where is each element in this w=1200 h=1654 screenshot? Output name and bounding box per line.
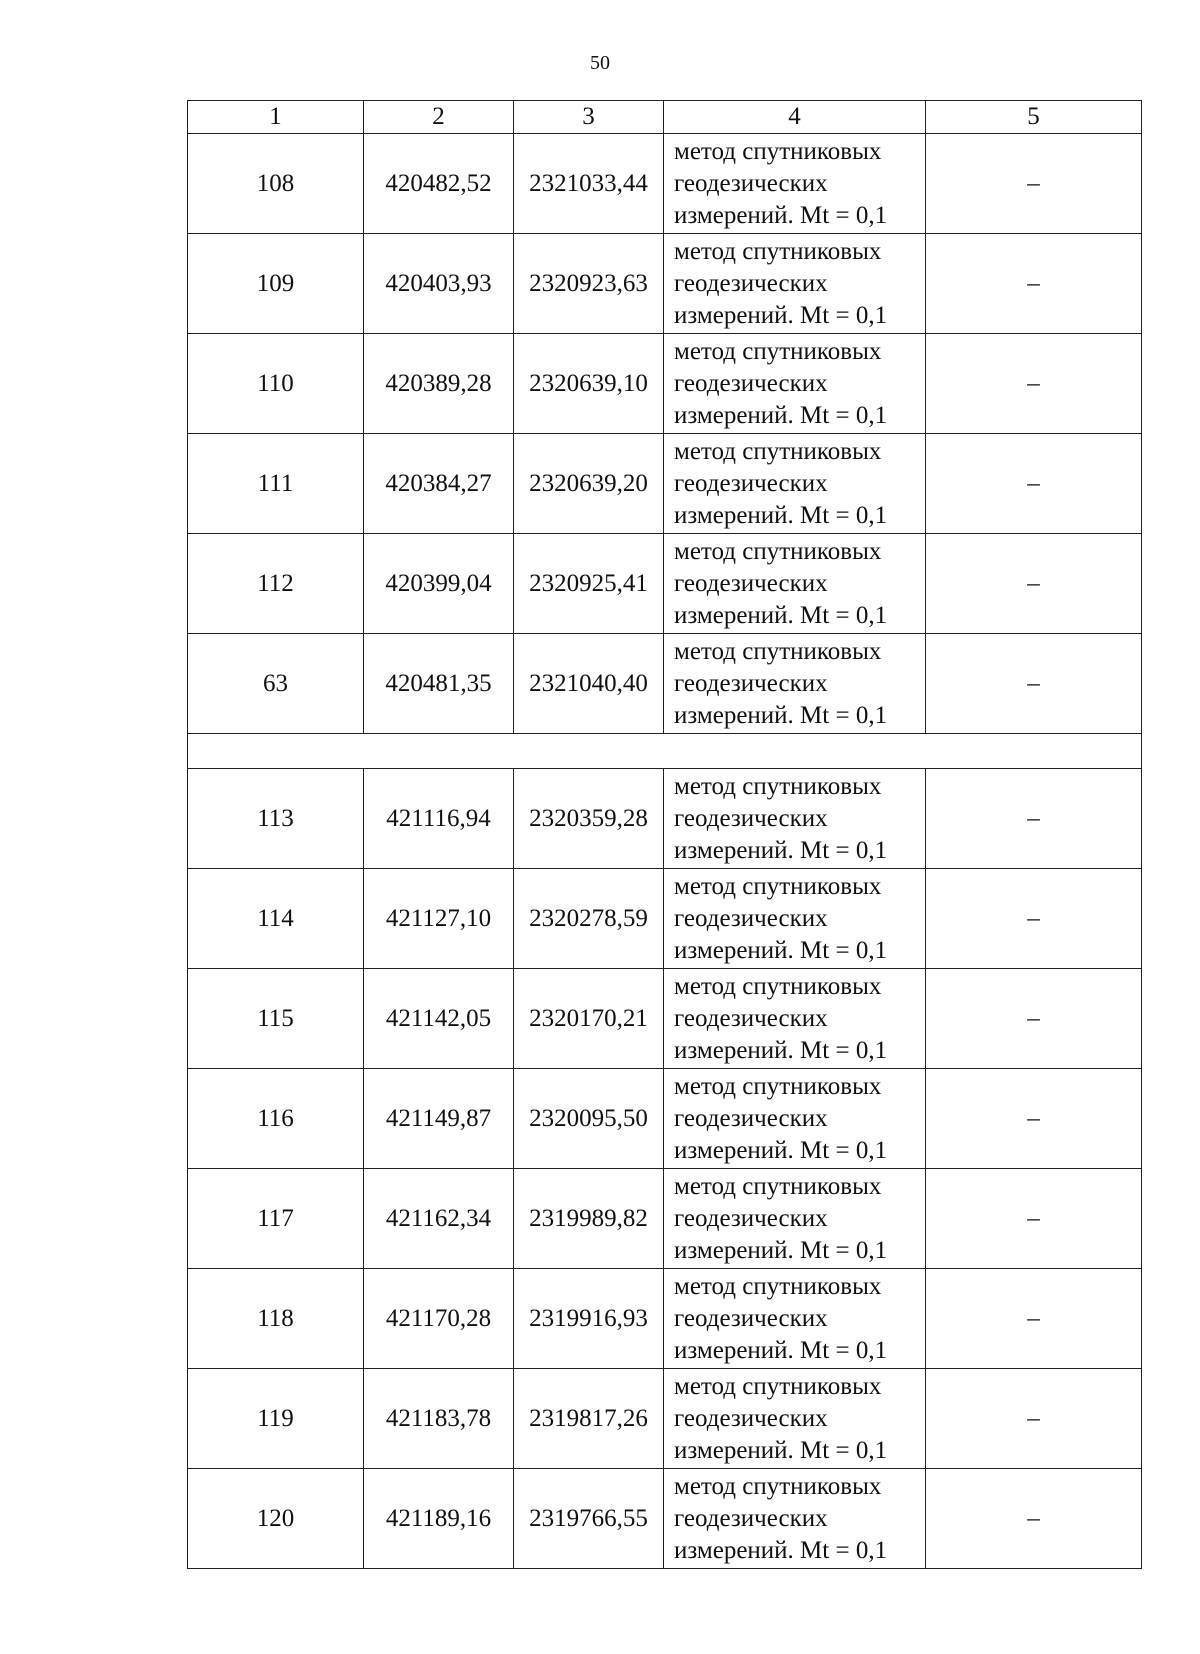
method-line: измерений. Mt = 0,1 [674, 701, 888, 729]
x-coordinate-cell: 420389,28 [364, 334, 514, 434]
method-line: метод спутниковых [674, 1072, 882, 1100]
note-cell: – [926, 234, 1142, 334]
note-cell: – [926, 1469, 1142, 1569]
y-coordinate-cell: 2320639,10 [514, 334, 664, 434]
x-coordinate-cell: 421127,10 [364, 869, 514, 969]
method-line: метод спутниковых [674, 1172, 882, 1200]
point-number-cell: 119 [188, 1369, 364, 1469]
method-line: метод спутниковых [674, 237, 882, 265]
table-row [188, 234, 1142, 334]
point-number-cell: 115 [188, 969, 364, 1069]
method-cell [664, 434, 926, 534]
method-line: геодезических [674, 1404, 828, 1432]
note-cell: – [926, 434, 1142, 534]
x-coordinate-cell: 420384,27 [364, 434, 514, 534]
y-coordinate-cell: 2320639,20 [514, 434, 664, 534]
point-number-cell: 63 [188, 634, 364, 734]
method-line: измерений. Mt = 0,1 [674, 301, 888, 329]
method-cell [664, 1469, 926, 1569]
method-line: измерений. Mt = 0,1 [674, 836, 888, 864]
method-line: измерений. Mt = 0,1 [674, 1036, 888, 1064]
table-row [188, 769, 1142, 869]
note-cell: – [926, 1369, 1142, 1469]
method-line: метод спутниковых [674, 337, 882, 365]
y-coordinate-cell: 2320095,50 [514, 1069, 664, 1169]
method-line: метод спутниковых [674, 437, 882, 465]
note-cell: – [926, 969, 1142, 1069]
point-number-cell: 111 [188, 434, 364, 534]
separator-cell [188, 734, 1142, 769]
point-number-cell: 113 [188, 769, 364, 869]
method-line: измерений. Mt = 0,1 [674, 1136, 888, 1164]
x-coordinate-cell: 421162,34 [364, 1169, 514, 1269]
table-row [188, 1069, 1142, 1169]
method-line: геодезических [674, 469, 828, 497]
table-row [188, 1269, 1142, 1369]
y-coordinate-cell: 2321040,40 [514, 634, 664, 734]
x-coordinate-cell: 421142,05 [364, 969, 514, 1069]
y-coordinate-cell: 2319989,82 [514, 1169, 664, 1269]
coordinates-table [187, 100, 1142, 1569]
column-header-5: 5 [926, 101, 1142, 134]
method-cell [664, 334, 926, 434]
table-row [188, 134, 1142, 234]
method-line: измерений. Mt = 0,1 [674, 1536, 888, 1564]
table-row [188, 534, 1142, 634]
method-cell [664, 134, 926, 234]
method-line: измерений. Mt = 0,1 [674, 201, 888, 229]
note-cell: – [926, 769, 1142, 869]
x-coordinate-cell: 420403,93 [364, 234, 514, 334]
point-number-cell: 112 [188, 534, 364, 634]
method-line: измерений. Mt = 0,1 [674, 1436, 888, 1464]
table-row [188, 869, 1142, 969]
note-cell: – [926, 534, 1142, 634]
method-line: метод спутниковых [674, 972, 882, 1000]
method-line: измерений. Mt = 0,1 [674, 501, 888, 529]
method-line: геодезических [674, 804, 828, 832]
method-line: метод спутниковых [674, 137, 882, 165]
method-line: геодезических [674, 569, 828, 597]
y-coordinate-cell: 2319766,55 [514, 1469, 664, 1569]
column-header-2: 2 [364, 101, 514, 134]
method-cell [664, 634, 926, 734]
method-line: геодезических [674, 169, 828, 197]
point-number-cell: 120 [188, 1469, 364, 1569]
x-coordinate-cell: 421189,16 [364, 1469, 514, 1569]
table-row [188, 1369, 1142, 1469]
method-line: геодезических [674, 1504, 828, 1532]
y-coordinate-cell: 2321033,44 [514, 134, 664, 234]
x-coordinate-cell: 420399,04 [364, 534, 514, 634]
page-number: 50 [590, 52, 610, 74]
column-header-4: 4 [664, 101, 926, 134]
method-line: метод спутниковых [674, 872, 882, 900]
point-number-cell: 109 [188, 234, 364, 334]
method-line: геодезических [674, 1304, 828, 1332]
method-line: метод спутниковых [674, 1272, 882, 1300]
method-line: измерений. Mt = 0,1 [674, 601, 888, 629]
method-line: геодезических [674, 1204, 828, 1232]
table-row [188, 634, 1142, 734]
method-cell [664, 869, 926, 969]
method-line: геодезических [674, 369, 828, 397]
note-cell: – [926, 634, 1142, 734]
method-line: геодезических [674, 1004, 828, 1032]
x-coordinate-cell: 420481,35 [364, 634, 514, 734]
table-header-row [188, 101, 1142, 134]
method-line: метод спутниковых [674, 772, 882, 800]
method-line: геодезических [674, 1104, 828, 1132]
note-cell: – [926, 1269, 1142, 1369]
x-coordinate-cell: 421170,28 [364, 1269, 514, 1369]
y-coordinate-cell: 2320923,63 [514, 234, 664, 334]
note-cell: – [926, 1169, 1142, 1269]
method-line: измерений. Mt = 0,1 [674, 401, 888, 429]
point-number-cell: 118 [188, 1269, 364, 1369]
note-cell: – [926, 869, 1142, 969]
method-cell [664, 769, 926, 869]
table-row [188, 434, 1142, 534]
y-coordinate-cell: 2320170,21 [514, 969, 664, 1069]
x-coordinate-cell: 420482,52 [364, 134, 514, 234]
y-coordinate-cell: 2320359,28 [514, 769, 664, 869]
method-line: метод спутниковых [674, 637, 882, 665]
y-coordinate-cell: 2319916,93 [514, 1269, 664, 1369]
x-coordinate-cell: 421183,78 [364, 1369, 514, 1469]
x-coordinate-cell: 421116,94 [364, 769, 514, 869]
note-cell: – [926, 334, 1142, 434]
method-line: измерений. Mt = 0,1 [674, 1236, 888, 1264]
table-row [188, 1469, 1142, 1569]
method-line: метод спутниковых [674, 537, 882, 565]
method-cell [664, 1269, 926, 1369]
method-line: геодезических [674, 269, 828, 297]
column-header-1: 1 [188, 101, 364, 134]
method-line: измерений. Mt = 0,1 [674, 1336, 888, 1364]
x-coordinate-cell: 421149,87 [364, 1069, 514, 1169]
y-coordinate-cell: 2320278,59 [514, 869, 664, 969]
method-line: метод спутниковых [674, 1472, 882, 1500]
separator-row [188, 734, 1142, 769]
note-cell: – [926, 1069, 1142, 1169]
method-cell [664, 1369, 926, 1469]
y-coordinate-cell: 2320925,41 [514, 534, 664, 634]
method-cell [664, 1169, 926, 1269]
method-line: геодезических [674, 669, 828, 697]
y-coordinate-cell: 2319817,26 [514, 1369, 664, 1469]
point-number-cell: 108 [188, 134, 364, 234]
table-row [188, 334, 1142, 434]
method-line: геодезических [674, 904, 828, 932]
method-line: измерений. Mt = 0,1 [674, 936, 888, 964]
method-cell [664, 534, 926, 634]
table-row [188, 969, 1142, 1069]
method-cell [664, 234, 926, 334]
method-cell [664, 1069, 926, 1169]
point-number-cell: 116 [188, 1069, 364, 1169]
note-cell: – [926, 134, 1142, 234]
point-number-cell: 114 [188, 869, 364, 969]
column-header-3: 3 [514, 101, 664, 134]
point-number-cell: 110 [188, 334, 364, 434]
method-cell [664, 969, 926, 1069]
point-number-cell: 117 [188, 1169, 364, 1269]
method-line: метод спутниковых [674, 1372, 882, 1400]
table-body [188, 134, 1142, 1569]
table-row [188, 1169, 1142, 1269]
